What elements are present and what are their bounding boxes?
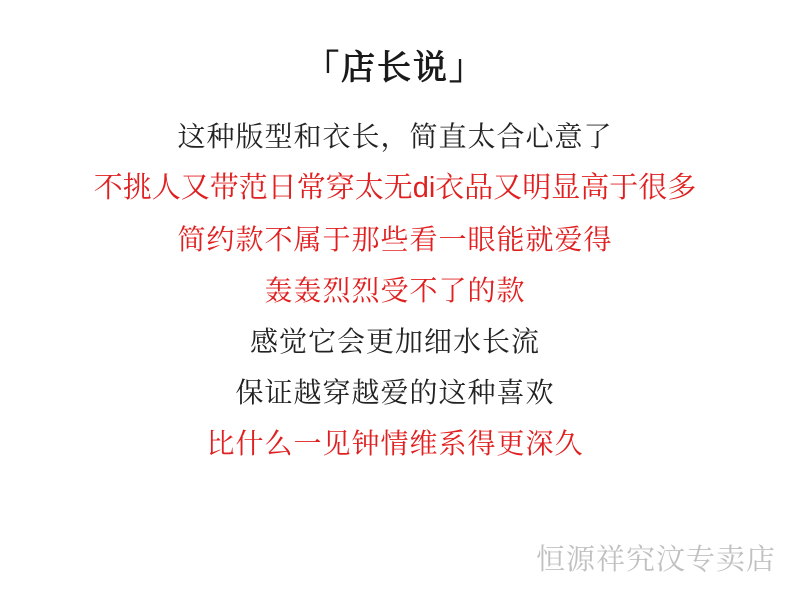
store-watermark: 恒源祥究汶专卖店: [535, 544, 776, 576]
body-line-1: 这种版型和衣长，简直太合心意了: [177, 120, 613, 152]
body-line-2: 不挑人又带范日常穿太无di衣品又明显高于很多: [93, 171, 697, 204]
body-line-7: 比什么一见钟情维系得更深久: [206, 427, 584, 459]
page-title: 「店长说」: [305, 49, 485, 87]
body-text-block: [0, 120, 790, 459]
body-line-3: 简约款不属于那些看一眼能就爱得: [177, 223, 613, 255]
body-line-6: 保证越穿越爱的这种喜欢: [235, 376, 555, 408]
body-line-5: 感觉它会更加细水长流: [249, 325, 540, 357]
body-line-4: 轰轰烈烈受不了的款: [264, 274, 526, 306]
document-page: [0, 48, 790, 594]
